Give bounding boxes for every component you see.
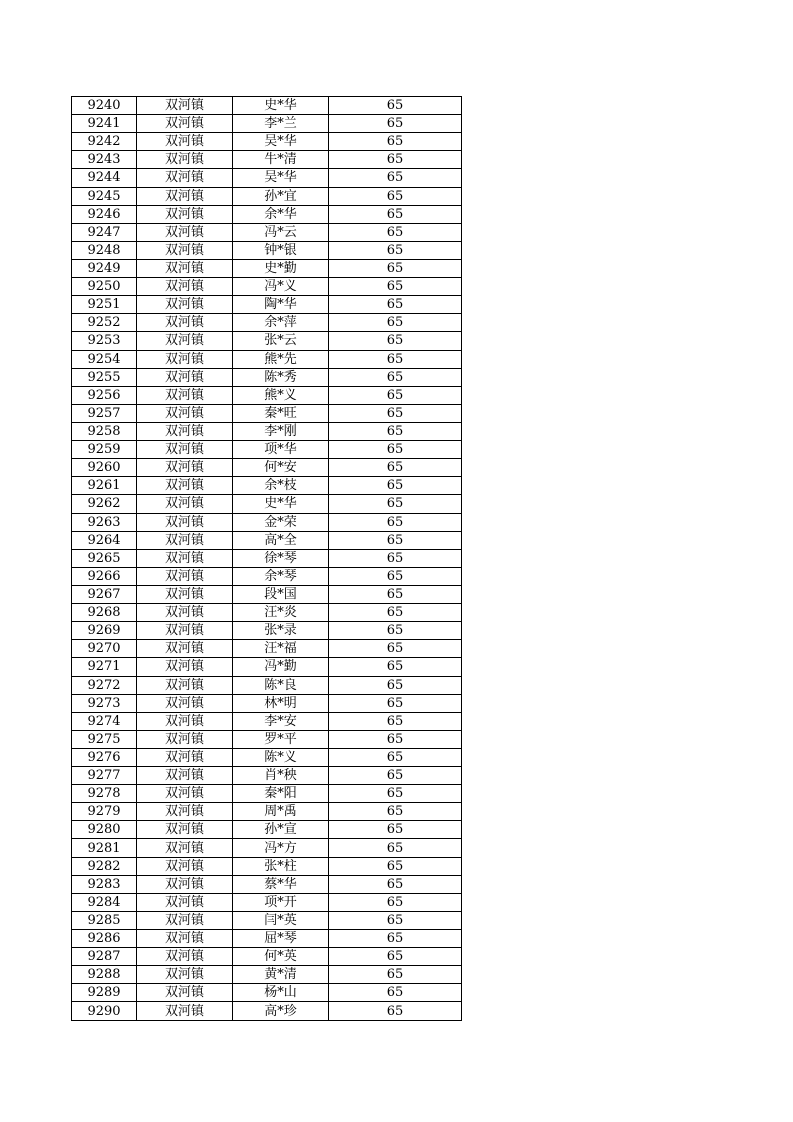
name-cell: 史*华 [233, 495, 329, 513]
value-cell: 65 [329, 477, 462, 495]
name-cell: 段*国 [233, 585, 329, 603]
table-row [72, 658, 462, 676]
row-number-cell: 9267 [72, 585, 137, 603]
row-number-cell: 9259 [72, 441, 137, 459]
town-cell: 双河镇 [137, 785, 233, 803]
town-cell: 双河镇 [137, 821, 233, 839]
name-cell: 冯*勤 [233, 658, 329, 676]
name-cell: 李*刚 [233, 422, 329, 440]
table-row [72, 640, 462, 658]
row-number-cell: 9287 [72, 948, 137, 966]
town-cell: 双河镇 [137, 350, 233, 368]
name-cell: 高*珍 [233, 1002, 329, 1020]
row-number-cell: 9273 [72, 694, 137, 712]
town-cell: 双河镇 [137, 386, 233, 404]
name-cell: 冯*方 [233, 839, 329, 857]
value-cell: 65 [329, 441, 462, 459]
row-number-cell: 9242 [72, 133, 137, 151]
table-row [72, 278, 462, 296]
town-cell: 双河镇 [137, 278, 233, 296]
row-number-cell: 9255 [72, 368, 137, 386]
value-cell: 65 [329, 767, 462, 785]
name-cell: 张*柱 [233, 857, 329, 875]
value-cell: 65 [329, 640, 462, 658]
value-cell: 65 [329, 368, 462, 386]
town-cell: 双河镇 [137, 404, 233, 422]
row-number-cell: 9289 [72, 984, 137, 1002]
table-row [72, 350, 462, 368]
name-cell: 余*萍 [233, 314, 329, 332]
name-cell: 金*荣 [233, 513, 329, 531]
value-cell: 65 [329, 712, 462, 730]
value-cell: 65 [329, 694, 462, 712]
name-cell: 秦*阳 [233, 785, 329, 803]
value-cell: 65 [329, 839, 462, 857]
value-cell: 65 [329, 748, 462, 766]
value-cell: 65 [329, 422, 462, 440]
name-cell: 冯*义 [233, 278, 329, 296]
name-cell: 陶*华 [233, 296, 329, 314]
name-cell: 何*安 [233, 459, 329, 477]
table-row [72, 604, 462, 622]
value-cell: 65 [329, 223, 462, 241]
table-row [72, 748, 462, 766]
value-cell: 65 [329, 549, 462, 567]
table-row [72, 422, 462, 440]
table-row [72, 567, 462, 585]
value-cell: 65 [329, 730, 462, 748]
row-number-cell: 9250 [72, 278, 137, 296]
town-cell: 双河镇 [137, 767, 233, 785]
town-cell: 双河镇 [137, 622, 233, 640]
name-cell: 陈*义 [233, 748, 329, 766]
name-cell: 蔡*华 [233, 875, 329, 893]
table-row [72, 839, 462, 857]
value-cell: 65 [329, 115, 462, 133]
name-cell: 闫*英 [233, 911, 329, 929]
town-cell: 双河镇 [137, 803, 233, 821]
name-cell: 林*明 [233, 694, 329, 712]
name-cell: 冯*云 [233, 223, 329, 241]
table-row [72, 767, 462, 785]
table-row [72, 386, 462, 404]
town-cell: 双河镇 [137, 712, 233, 730]
town-cell: 双河镇 [137, 658, 233, 676]
row-number-cell: 9254 [72, 350, 137, 368]
name-cell: 高*全 [233, 531, 329, 549]
town-cell: 双河镇 [137, 223, 233, 241]
table-row [72, 205, 462, 223]
table-row [72, 785, 462, 803]
table-row [72, 694, 462, 712]
row-number-cell: 9266 [72, 567, 137, 585]
name-cell: 吴*华 [233, 169, 329, 187]
table-row [72, 296, 462, 314]
table-row [72, 875, 462, 893]
table-row [72, 712, 462, 730]
value-cell: 65 [329, 314, 462, 332]
row-number-cell: 9264 [72, 531, 137, 549]
table-row [72, 368, 462, 386]
town-cell: 双河镇 [137, 477, 233, 495]
town-cell: 双河镇 [137, 567, 233, 585]
table-row [72, 314, 462, 332]
row-number-cell: 9288 [72, 966, 137, 984]
town-cell: 双河镇 [137, 911, 233, 929]
town-cell: 双河镇 [137, 187, 233, 205]
name-cell: 李*兰 [233, 115, 329, 133]
table-row [72, 1002, 462, 1020]
table-row [72, 133, 462, 151]
name-cell: 汪*炎 [233, 604, 329, 622]
name-cell: 李*安 [233, 712, 329, 730]
name-cell: 肖*秧 [233, 767, 329, 785]
value-cell: 65 [329, 785, 462, 803]
name-cell: 吴*华 [233, 133, 329, 151]
table-row [72, 857, 462, 875]
value-cell: 65 [329, 567, 462, 585]
value-cell: 65 [329, 350, 462, 368]
row-number-cell: 9249 [72, 259, 137, 277]
value-cell: 65 [329, 604, 462, 622]
value-cell: 65 [329, 513, 462, 531]
name-cell: 张*云 [233, 332, 329, 350]
town-cell: 双河镇 [137, 97, 233, 115]
value-cell: 65 [329, 169, 462, 187]
name-cell: 陈*秀 [233, 368, 329, 386]
name-cell: 钟*银 [233, 241, 329, 259]
row-number-cell: 9253 [72, 332, 137, 350]
town-cell: 双河镇 [137, 604, 233, 622]
value-cell: 65 [329, 984, 462, 1002]
value-cell: 65 [329, 658, 462, 676]
name-cell: 孙*宣 [233, 821, 329, 839]
row-number-cell: 9251 [72, 296, 137, 314]
value-cell: 65 [329, 948, 462, 966]
name-cell: 周*禹 [233, 803, 329, 821]
town-cell: 双河镇 [137, 948, 233, 966]
row-number-cell: 9277 [72, 767, 137, 785]
table-row [72, 585, 462, 603]
value-cell: 65 [329, 278, 462, 296]
value-cell: 65 [329, 875, 462, 893]
row-number-cell: 9257 [72, 404, 137, 422]
value-cell: 65 [329, 133, 462, 151]
row-number-cell: 9243 [72, 151, 137, 169]
value-cell: 65 [329, 622, 462, 640]
name-cell: 杨*山 [233, 984, 329, 1002]
row-number-cell: 9247 [72, 223, 137, 241]
town-cell: 双河镇 [137, 368, 233, 386]
town-cell: 双河镇 [137, 495, 233, 513]
name-cell: 项*开 [233, 893, 329, 911]
town-cell: 双河镇 [137, 585, 233, 603]
row-number-cell: 9283 [72, 875, 137, 893]
name-cell: 牛*清 [233, 151, 329, 169]
table-row [72, 930, 462, 948]
table-row [72, 984, 462, 1002]
town-cell: 双河镇 [137, 513, 233, 531]
table-row [72, 187, 462, 205]
town-cell: 双河镇 [137, 241, 233, 259]
town-cell: 双河镇 [137, 259, 233, 277]
value-cell: 65 [329, 857, 462, 875]
row-number-cell: 9272 [72, 676, 137, 694]
name-cell: 孙*宜 [233, 187, 329, 205]
value-cell: 65 [329, 966, 462, 984]
table-row [72, 531, 462, 549]
table-body [72, 97, 462, 1021]
row-number-cell: 9270 [72, 640, 137, 658]
table-row [72, 459, 462, 477]
table-row [72, 803, 462, 821]
town-cell: 双河镇 [137, 531, 233, 549]
town-cell: 双河镇 [137, 730, 233, 748]
name-cell: 项*华 [233, 441, 329, 459]
row-number-cell: 9284 [72, 893, 137, 911]
name-cell: 罗*平 [233, 730, 329, 748]
row-number-cell: 9256 [72, 386, 137, 404]
table-row [72, 97, 462, 115]
value-cell: 65 [329, 259, 462, 277]
town-cell: 双河镇 [137, 839, 233, 857]
town-cell: 双河镇 [137, 966, 233, 984]
table-row [72, 332, 462, 350]
row-number-cell: 9246 [72, 205, 137, 223]
town-cell: 双河镇 [137, 133, 233, 151]
name-cell: 熊*义 [233, 386, 329, 404]
town-cell: 双河镇 [137, 314, 233, 332]
name-cell: 陈*良 [233, 676, 329, 694]
town-cell: 双河镇 [137, 1002, 233, 1020]
town-cell: 双河镇 [137, 549, 233, 567]
value-cell: 65 [329, 187, 462, 205]
name-cell: 史*华 [233, 97, 329, 115]
town-cell: 双河镇 [137, 169, 233, 187]
row-number-cell: 9244 [72, 169, 137, 187]
name-cell: 余*琴 [233, 567, 329, 585]
table-row [72, 169, 462, 187]
row-number-cell: 9269 [72, 622, 137, 640]
value-cell: 65 [329, 241, 462, 259]
name-cell: 徐*琴 [233, 549, 329, 567]
row-number-cell: 9248 [72, 241, 137, 259]
town-cell: 双河镇 [137, 332, 233, 350]
name-cell: 张*录 [233, 622, 329, 640]
town-cell: 双河镇 [137, 441, 233, 459]
row-number-cell: 9275 [72, 730, 137, 748]
town-cell: 双河镇 [137, 694, 233, 712]
value-cell: 65 [329, 531, 462, 549]
name-cell: 史*勤 [233, 259, 329, 277]
table-row [72, 115, 462, 133]
name-cell: 汪*福 [233, 640, 329, 658]
row-number-cell: 9279 [72, 803, 137, 821]
table-row [72, 676, 462, 694]
value-cell: 65 [329, 296, 462, 314]
table-row [72, 821, 462, 839]
value-cell: 65 [329, 821, 462, 839]
name-cell: 何*英 [233, 948, 329, 966]
value-cell: 65 [329, 97, 462, 115]
name-cell: 余*枝 [233, 477, 329, 495]
table-row [72, 495, 462, 513]
table-row [72, 513, 462, 531]
value-cell: 65 [329, 893, 462, 911]
row-number-cell: 9282 [72, 857, 137, 875]
value-cell: 65 [329, 151, 462, 169]
value-cell: 65 [329, 930, 462, 948]
table-row [72, 893, 462, 911]
row-number-cell: 9262 [72, 495, 137, 513]
town-cell: 双河镇 [137, 640, 233, 658]
row-number-cell: 9274 [72, 712, 137, 730]
row-number-cell: 9271 [72, 658, 137, 676]
row-number-cell: 9280 [72, 821, 137, 839]
town-cell: 双河镇 [137, 296, 233, 314]
table-row [72, 966, 462, 984]
table-row [72, 441, 462, 459]
value-cell: 65 [329, 585, 462, 603]
row-number-cell: 9241 [72, 115, 137, 133]
row-number-cell: 9261 [72, 477, 137, 495]
row-number-cell: 9260 [72, 459, 137, 477]
row-number-cell: 9276 [72, 748, 137, 766]
table-row [72, 948, 462, 966]
table-row [72, 549, 462, 567]
row-number-cell: 9290 [72, 1002, 137, 1020]
value-cell: 65 [329, 1002, 462, 1020]
row-number-cell: 9263 [72, 513, 137, 531]
name-cell: 余*华 [233, 205, 329, 223]
town-cell: 双河镇 [137, 930, 233, 948]
value-cell: 65 [329, 459, 462, 477]
town-cell: 双河镇 [137, 676, 233, 694]
row-number-cell: 9240 [72, 97, 137, 115]
data-table [71, 96, 462, 1021]
town-cell: 双河镇 [137, 857, 233, 875]
value-cell: 65 [329, 803, 462, 821]
table-row [72, 241, 462, 259]
name-cell: 屈*琴 [233, 930, 329, 948]
row-number-cell: 9278 [72, 785, 137, 803]
table-row [72, 622, 462, 640]
row-number-cell: 9252 [72, 314, 137, 332]
town-cell: 双河镇 [137, 875, 233, 893]
row-number-cell: 9285 [72, 911, 137, 929]
value-cell: 65 [329, 386, 462, 404]
table-row [72, 151, 462, 169]
town-cell: 双河镇 [137, 422, 233, 440]
value-cell: 65 [329, 911, 462, 929]
row-number-cell: 9281 [72, 839, 137, 857]
table-row [72, 223, 462, 241]
value-cell: 65 [329, 205, 462, 223]
town-cell: 双河镇 [137, 459, 233, 477]
value-cell: 65 [329, 676, 462, 694]
value-cell: 65 [329, 332, 462, 350]
row-number-cell: 9265 [72, 549, 137, 567]
town-cell: 双河镇 [137, 115, 233, 133]
table-row [72, 911, 462, 929]
town-cell: 双河镇 [137, 748, 233, 766]
value-cell: 65 [329, 495, 462, 513]
town-cell: 双河镇 [137, 984, 233, 1002]
row-number-cell: 9245 [72, 187, 137, 205]
name-cell: 秦*旺 [233, 404, 329, 422]
table-row [72, 730, 462, 748]
row-number-cell: 9286 [72, 930, 137, 948]
town-cell: 双河镇 [137, 151, 233, 169]
town-cell: 双河镇 [137, 893, 233, 911]
table-row [72, 259, 462, 277]
name-cell: 熊*先 [233, 350, 329, 368]
town-cell: 双河镇 [137, 205, 233, 223]
name-cell: 黄*清 [233, 966, 329, 984]
row-number-cell: 9268 [72, 604, 137, 622]
table-row [72, 477, 462, 495]
table-row [72, 404, 462, 422]
value-cell: 65 [329, 404, 462, 422]
row-number-cell: 9258 [72, 422, 137, 440]
